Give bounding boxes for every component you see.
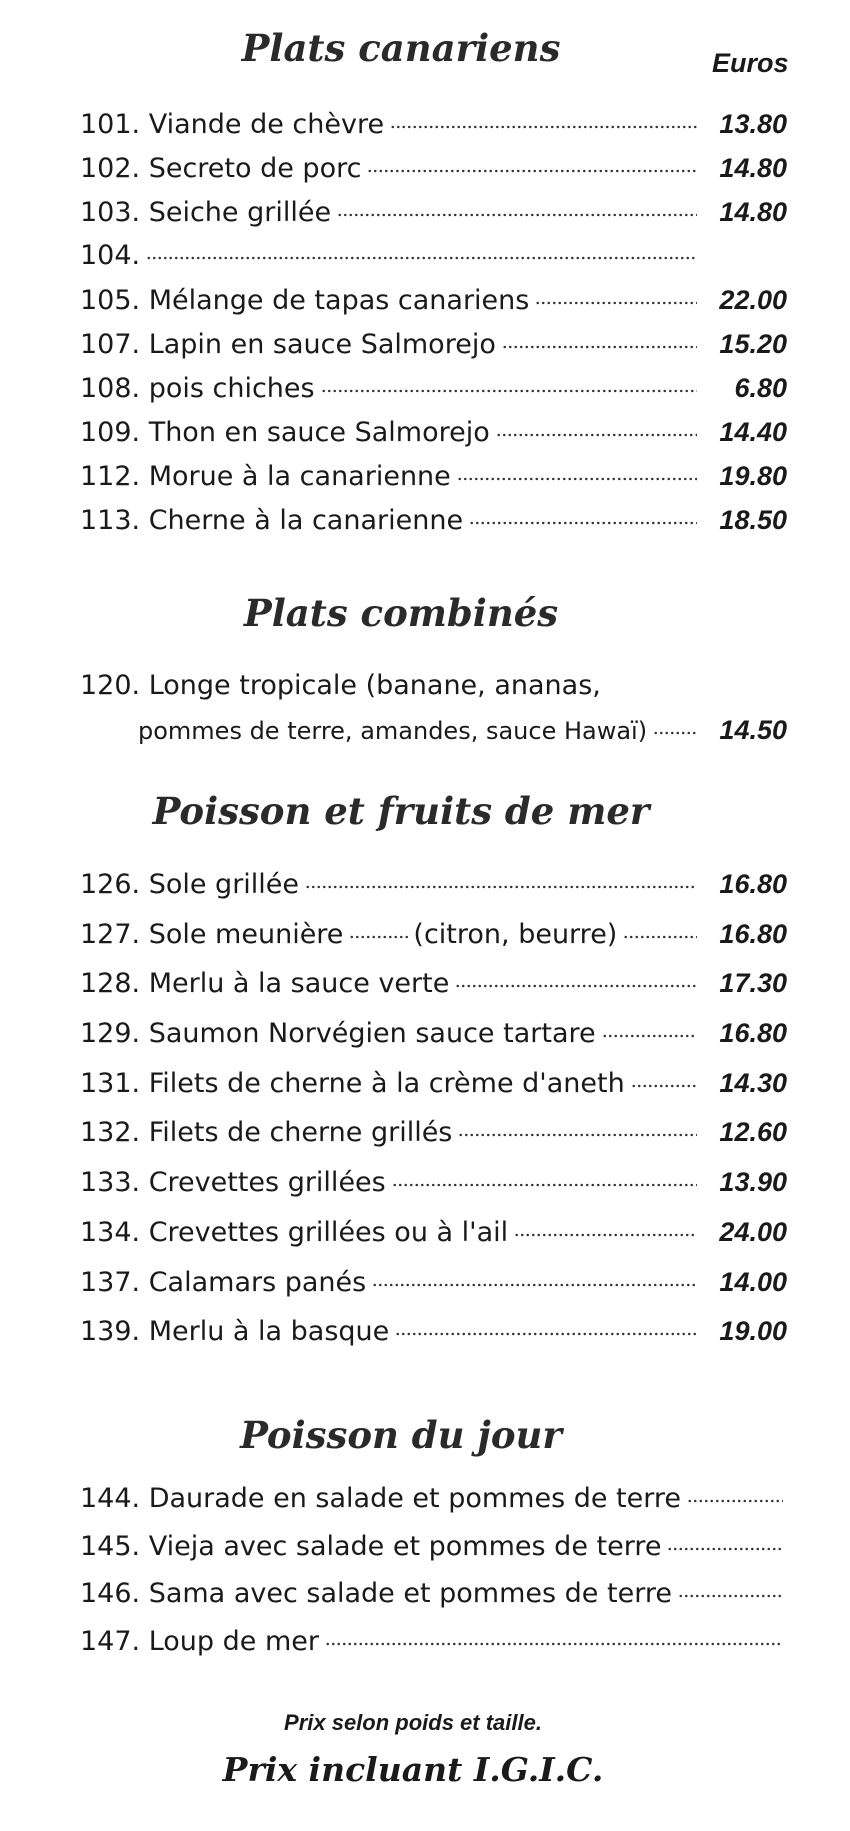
- section-title-plats-combines: Plats combinés: [243, 591, 559, 635]
- item-label: 105. Mélange de tapas canariens: [80, 285, 530, 316]
- item-price: 24.00: [719, 1216, 787, 1247]
- menu-item: [80, 366, 787, 410]
- item-label: 147. Loup de mer: [80, 1625, 319, 1657]
- dot-leader: [321, 387, 697, 395]
- menu-item: [80, 862, 787, 912]
- item-label: 129. Saumon Norvégien sauce tartare: [80, 1018, 596, 1050]
- dot-leader: [496, 431, 697, 439]
- menu-item: [80, 912, 787, 962]
- item-price: 17.30: [719, 968, 787, 999]
- menu-list-poisson: [80, 862, 787, 1359]
- menu-item: [80, 1011, 787, 1061]
- dot-leader: [325, 1640, 783, 1648]
- menu-item: [80, 410, 787, 454]
- item-label: 112. Morue à la canarienne: [80, 461, 451, 492]
- item-label: 145. Vieja avec salade et pommes de terre: [80, 1530, 662, 1562]
- item-label: 104.: [80, 240, 141, 271]
- item-label: 102. Secreto de porc: [80, 153, 362, 184]
- menu-item: [80, 1160, 787, 1210]
- item-label: 131. Filets de cherne à la crème d'aneth: [80, 1067, 625, 1099]
- item-label: 127. Sole meunière: [80, 918, 344, 950]
- item-label: 120. Longe tropicale (banane, ananas,: [80, 670, 601, 701]
- menu-item: [80, 454, 787, 498]
- menu-item: [80, 146, 787, 190]
- dot-leader: [372, 1281, 697, 1289]
- item-price: 14.40: [719, 417, 787, 447]
- dot-leader: [457, 475, 697, 483]
- menu-item: [80, 1309, 787, 1359]
- dot-leader: [631, 1082, 697, 1090]
- item-price: 16.80: [719, 1018, 787, 1049]
- item-price: 12.60: [719, 1117, 787, 1148]
- item-label: 146. Sama avec salade et pommes de terre: [80, 1578, 672, 1609]
- item-label: 133. Crevettes grillées: [80, 1167, 386, 1199]
- item-price: 15.20: [719, 329, 787, 359]
- menu-item: [80, 1620, 787, 1668]
- item-price: 19.80: [719, 461, 787, 491]
- item-price: 18.50: [719, 505, 787, 535]
- item-label: 126. Sole grillée: [80, 869, 300, 900]
- item-price: 16.80: [719, 918, 787, 949]
- dot-leader: [367, 167, 697, 175]
- item-label: 113. Cherne à la canarienne: [80, 505, 464, 536]
- item-label: 107. Lapin en sauce Salmorejo: [80, 329, 496, 360]
- dot-leader: [395, 1330, 697, 1338]
- dot-leader: [392, 1181, 697, 1189]
- item-label: 109. Thon en sauce Salmorejo: [80, 417, 490, 448]
- dot-leader: [653, 729, 697, 737]
- dot-leader: [458, 1131, 697, 1139]
- menu-item-combo: [80, 664, 787, 752]
- dot-leader: [502, 343, 697, 351]
- section-title-poisson-du-jour: Poisson du jour: [240, 1413, 562, 1457]
- dot-leader: [146, 254, 697, 262]
- dot-leader: [667, 1545, 783, 1553]
- item-extra: (citron, beurre): [413, 918, 618, 950]
- item-label: 103. Seiche grillée: [80, 197, 332, 228]
- item-label-continued: [80, 708, 787, 752]
- price-note: Prix selon poids et taille.: [284, 1710, 542, 1735]
- menu-item: [80, 322, 787, 366]
- menu-item: [80, 190, 787, 234]
- dot-leader: [455, 982, 697, 990]
- dot-leader: [514, 1231, 697, 1239]
- tax-note: Prix incluant I.G.I.C.: [222, 1750, 604, 1789]
- section-title-poisson-fruits-de-mer: Poisson et fruits de mer: [152, 789, 650, 833]
- item-label: 137. Calamars panés: [80, 1266, 367, 1298]
- menu-item: [80, 102, 787, 146]
- dot-leader: [305, 883, 697, 891]
- menu-item: [80, 498, 787, 542]
- menu-item: [80, 1061, 787, 1111]
- dot-leader: [602, 1032, 697, 1040]
- item-label: 132. Filets de cherne grillés: [80, 1117, 453, 1149]
- item-price: 6.80: [734, 373, 787, 403]
- menu-item: [80, 1477, 787, 1525]
- item-label-line2: pommes de terre, amandes, sauce Hawaï): [138, 717, 648, 745]
- dot-leader: [337, 211, 697, 219]
- item-price: 13.80: [719, 109, 787, 139]
- menu-list-poisson-du-jour: [80, 1477, 787, 1667]
- dot-leader: [349, 933, 409, 941]
- item-price: 22.00: [719, 285, 787, 315]
- item-label: 101. Viande de chèvre: [80, 109, 385, 140]
- menu-item: [80, 278, 787, 322]
- item-price: 14.30: [719, 1067, 787, 1098]
- menu-item: [80, 961, 787, 1011]
- item-price: 14.80: [719, 153, 787, 183]
- section-title-plats-canariens: Plats canariens: [241, 26, 561, 70]
- menu-item: [80, 234, 787, 278]
- currency-label: Euros: [712, 48, 789, 78]
- menu-item: [80, 1110, 787, 1160]
- item-label: 128. Merlu à la sauce verte: [80, 968, 450, 1000]
- dot-leader: [687, 1497, 783, 1505]
- item-label: 144. Daurade en salade et pommes de terre: [80, 1483, 682, 1514]
- menu-item: [80, 1210, 787, 1260]
- item-label: 139. Merlu à la basque: [80, 1316, 390, 1348]
- dot-leader: [535, 299, 697, 307]
- item-price: 13.90: [719, 1167, 787, 1198]
- item-price: 16.80: [719, 869, 787, 899]
- item-price: 19.00: [719, 1316, 787, 1347]
- dot-leader: [623, 933, 697, 941]
- dot-leader: [678, 1592, 783, 1600]
- menu-item: [80, 1260, 787, 1310]
- item-price: 14.00: [719, 1266, 787, 1297]
- item-label: 108. pois chiches: [80, 373, 315, 404]
- menu-list-plats-canariens: [80, 102, 787, 542]
- dot-leader: [469, 519, 697, 527]
- menu-item: [80, 1572, 787, 1620]
- item-price: 14.50: [719, 715, 787, 745]
- item-label: 134. Crevettes grillées ou à l'ail: [80, 1216, 509, 1248]
- menu-item: [80, 1525, 787, 1573]
- dot-leader: [390, 123, 697, 131]
- item-price: 14.80: [719, 197, 787, 227]
